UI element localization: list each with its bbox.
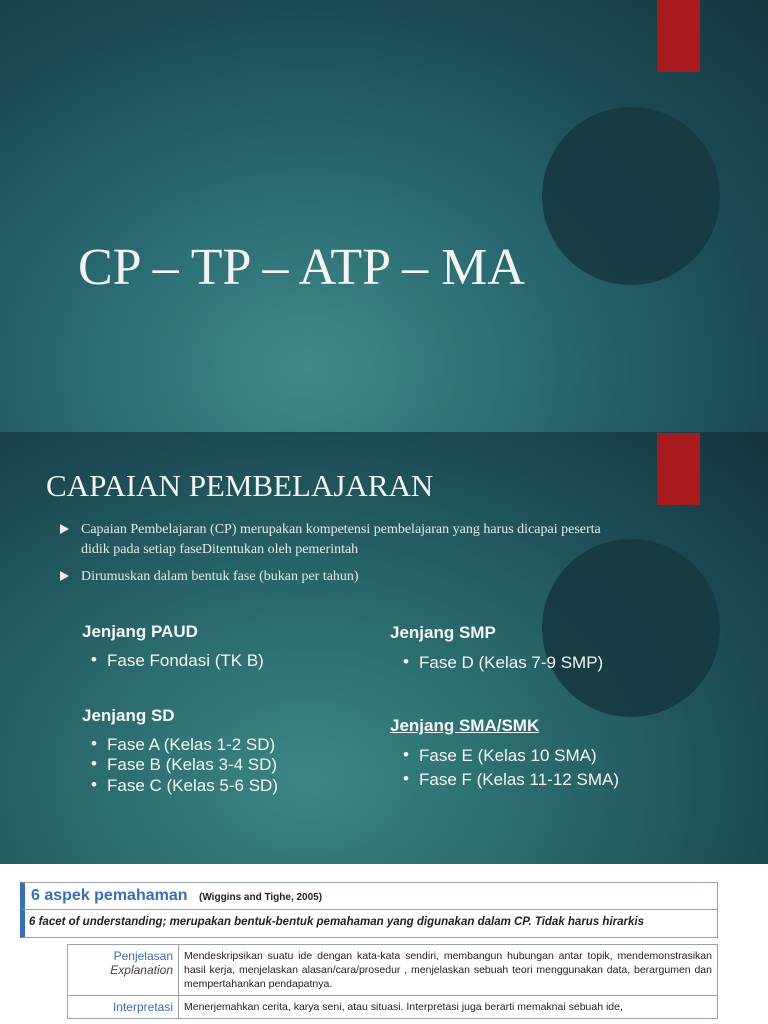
decorative-circle [542,107,720,285]
doc-subheading-box [20,910,718,938]
facet-label-cell: Penjelasan Explanation [68,945,179,996]
table-row [68,945,718,996]
fase-item: • Fase A (Kelas 1-2 SD) [91,734,276,754]
jenjang-paud-label: Jenjang PAUD [82,622,198,641]
fase-item: • Fase E (Kelas 10 SMA) [403,745,597,765]
decorative-circle [542,539,720,717]
slide-heading: CAPAIAN PEMBELAJARAN [46,468,434,503]
fase-item: • Fase C (Kelas 5-6 SD) [91,775,278,795]
bullet-item: Dirumuskan dalam bentuk fase (bukan per tahun) [60,567,601,587]
jenjang-sma-label: Jenjang SMA/SMK [390,716,540,735]
slide-title [0,0,768,432]
fase-item: • Fase D (Kelas 7-9 SMP) [403,652,604,672]
slide-title-heading: CP – TP – ATP – MA [78,239,525,296]
triangle-bullet-icon [60,571,69,581]
facets-table [67,944,718,1019]
jenjang-sd-label: Jenjang SD [82,706,175,725]
doc-heading-source: (Wiggins and Tighe, 2005) [199,892,323,903]
jenjang-smp-label: Jenjang SMP [390,623,496,642]
red-accent-bar [657,0,700,72]
document-excerpt [0,864,768,1024]
red-accent-bar [657,433,700,505]
triangle-bullet-icon [60,524,69,534]
fase-item: • Fase Fondasi (TK B) [91,650,264,670]
doc-heading: 6 aspek pemahaman [31,887,188,904]
facet-description-cell: Menerjemahkan cerita, karya seni, atau situasi. Interpretasi juga berarti memaknai sebuah ide, [179,996,718,1019]
doc-heading-box [20,882,718,910]
slide-capaian [0,432,768,864]
table-row [68,996,718,1019]
facet-description-cell: Mendeskripsikan suatu ide dengan kata-kata sendiri, membangun hubungan antar topik, mendemonstrasikan hasil kerja, menjelaskan alasan/cara/prosedur , menjelaskan sebuah teori menggunakan data, berargumen dan mempertahankan pendapatnya. [179,945,718,996]
fase-item: • Fase B (Kelas 3-4 SD) [91,754,278,774]
doc-subheading: 6 facet of understanding; merupakan bentuk-bentuk pemahaman yang digunakan dalam CP. Tidak harus hirarkis [29,916,644,928]
bullet-item: Capaian Pembelajaran (CP) merupakan kompetensi pembelajaran yang harus dicapai peserta didik pada setiap faseDitentukan oleh pemerintah [60,520,601,560]
facet-label-cell: Interpretasi [68,996,179,1019]
fase-item: • Fase F (Kelas 11-12 SMA) [403,769,619,789]
